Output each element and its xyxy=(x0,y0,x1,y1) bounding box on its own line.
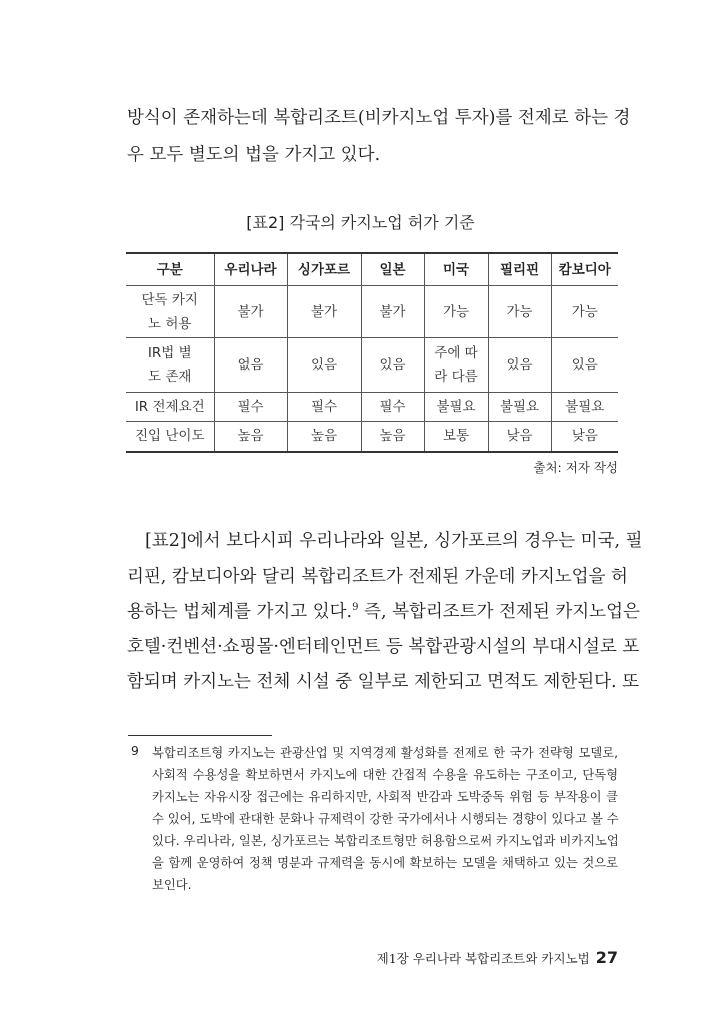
header-cell: 필리핀 xyxy=(488,253,551,286)
footnote-line: 복합리조트형 카지노는 관광산업 및 지역경제 활성화를 전제로 한 국가 전략형 모델로, xyxy=(152,746,618,760)
table-cell: 있음 xyxy=(488,338,551,393)
table-title: [표2] 각국의 카지노업 허가 기준 xyxy=(246,213,475,232)
table-cell: 낮음 xyxy=(488,422,551,452)
header-cell: 일본 xyxy=(361,253,424,286)
table-cell: 필수 xyxy=(287,393,361,422)
table-row xyxy=(126,286,618,338)
table-cell: 주에 따라 다름 xyxy=(424,338,488,393)
table-cell: 불필요 xyxy=(424,393,488,422)
table-cell: 높음 xyxy=(214,422,287,452)
footnote-line: 보인다. xyxy=(152,878,192,892)
text: 용하는 법체계를 가지고 있다. xyxy=(127,602,353,622)
table-row xyxy=(126,422,618,452)
footnote-line: 카지노는 자유시장 접근에는 유리하지만, 사회적 반감과 도박중독 위험 등 부작용이 클 xyxy=(152,790,618,804)
table-cell: 낮음 xyxy=(551,422,618,452)
table-cell: 보통 xyxy=(424,422,488,452)
header-cell: 싱가포르 xyxy=(287,253,361,286)
header-cell: 우리나라 xyxy=(214,253,287,286)
casino-license-table xyxy=(126,252,618,453)
table-cell: 가능 xyxy=(551,286,618,338)
body-text-line: 호텔·컨벤션·쇼핑몰·엔터테인먼트 등 복합관광시설의 부대시설로 포 xyxy=(127,637,640,657)
table-cell: 있음 xyxy=(551,338,618,393)
page-footer xyxy=(377,948,618,967)
table-cell: 높음 xyxy=(287,422,361,452)
row-label: 단독 카지노 허용 xyxy=(126,286,214,338)
footnote-line: 을 함께 운영하여 정책 명분과 규제력을 동시에 확보하는 모델을 채택하고 있는 것으로 xyxy=(152,856,618,870)
table-cell: 불가 xyxy=(287,286,361,338)
table-cell: 불필요 xyxy=(551,393,618,422)
table-cell: 가능 xyxy=(488,286,551,338)
table-cell: 불가 xyxy=(361,286,424,338)
table-cell: 가능 xyxy=(424,286,488,338)
table-cell: 높음 xyxy=(361,422,424,452)
header-cell: 캄보디아 xyxy=(551,253,618,286)
table-cell: 있음 xyxy=(287,338,361,393)
row-label: IR 전제요건 xyxy=(126,393,214,422)
page-number: 27 xyxy=(595,948,618,967)
footnote-number: 9 xyxy=(131,744,139,758)
header-cell: 구분 xyxy=(126,253,214,286)
table-cell: 필수 xyxy=(214,393,287,422)
footnote-line: 사회적 수용성을 확보하면서 카지노에 대한 간접적 수용을 유도하는 구조이고, 단독형 xyxy=(152,768,618,782)
header-cell: 미국 xyxy=(424,253,488,286)
body-text-line: 우 모두 별도의 법을 가지고 있다. xyxy=(127,145,381,165)
table-row xyxy=(126,338,618,393)
body-text-line: 방식이 존재하는데 복합리조트(비카지노업 투자)를 전제로 하는 경 xyxy=(127,108,631,128)
table-cell: 없음 xyxy=(214,338,287,393)
table-cell: 불필요 xyxy=(488,393,551,422)
row-label: IR법 별도 존재 xyxy=(126,338,214,393)
footnote-line: 수 있어, 도박에 관대한 문화나 규제력이 강한 국가에서나 시행되는 경향이 있다고 볼 수 xyxy=(152,812,619,826)
body-text-line xyxy=(127,600,640,624)
footnote-ref[interactable]: 9 xyxy=(352,602,359,614)
row-label: 진입 난이도 xyxy=(126,422,214,452)
table-source: 출처: 저자 작성 xyxy=(533,460,618,475)
body-text-line: 함되며 카지노는 전체 시설 중 일부로 제한되고 면적도 제한된다. 또 xyxy=(127,672,640,692)
table-cell: 필수 xyxy=(361,393,424,422)
chapter-title: 제1장 우리나라 복합리조트와 카지노법 xyxy=(376,951,590,966)
text: 즉, 복합리조트가 전제된 카지노업은 xyxy=(358,602,640,622)
table-row xyxy=(126,393,618,422)
table-cell: 있음 xyxy=(361,338,424,393)
footnote-line: 있다. 우리나라, 일본, 싱가포르는 복합리조트형만 허용함으로써 카지노업과 비카지노업 xyxy=(152,834,619,848)
body-text-line: 리핀, 캄보디아와 달리 복합리조트가 전제된 가운데 카지노업을 허 xyxy=(127,567,628,587)
table-header-row xyxy=(126,253,618,286)
table-cell: 불가 xyxy=(214,286,287,338)
footnote-divider xyxy=(128,735,272,736)
body-text-line: [표2]에서 보다시피 우리나라와 일본, 싱가포르의 경우는 미국, 필 xyxy=(145,531,643,551)
